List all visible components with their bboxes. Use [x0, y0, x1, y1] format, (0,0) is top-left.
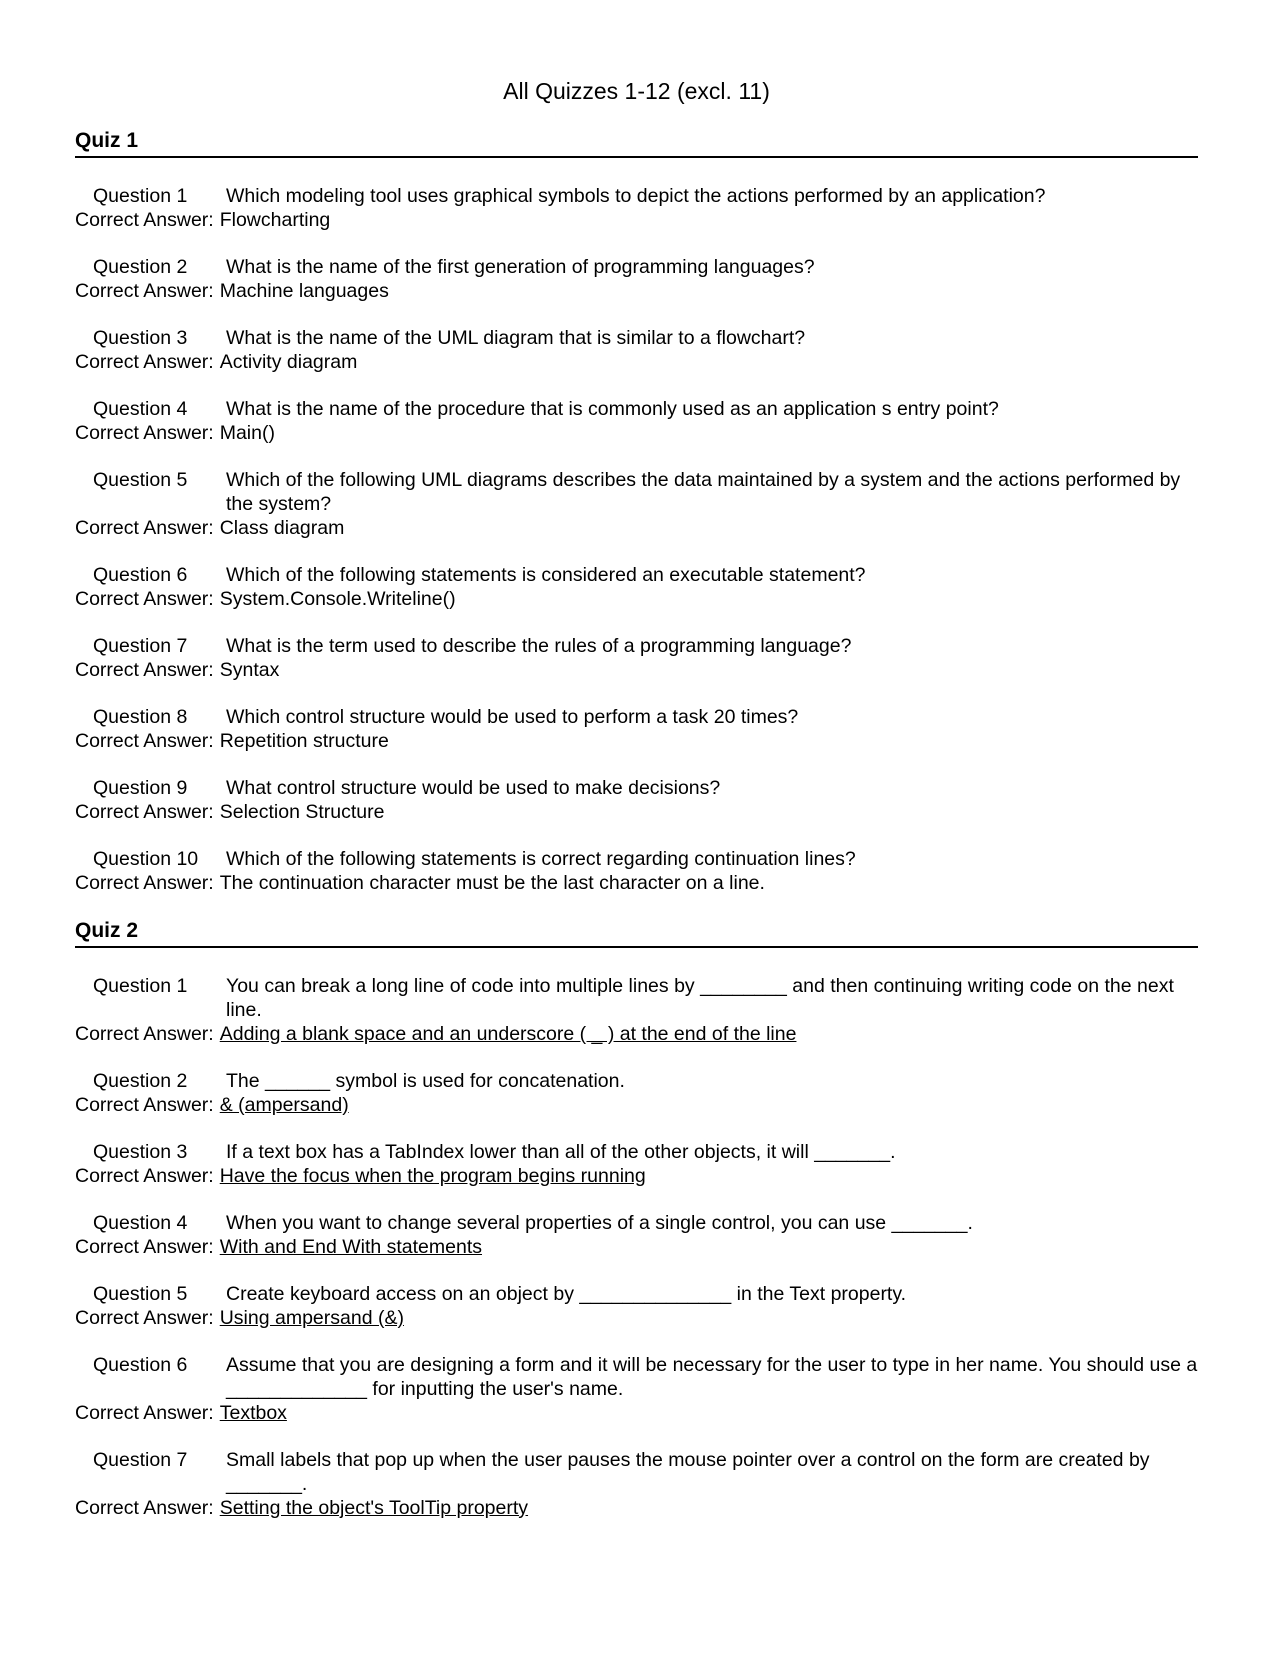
question-label: Question 2 [93, 1070, 188, 1092]
question-block [75, 1353, 1198, 1425]
question-label: Question 1 [93, 975, 188, 997]
question-text: Small labels that pop up when the user pauses the mouse pointer over a control on the form are created by _______. [226, 1449, 1150, 1495]
question-text: When you want to change several properties of a single control, you can use _______. [226, 1212, 973, 1234]
question-text: Which modeling tool uses graphical symbols to depict the actions performed by an application? [226, 185, 1046, 207]
answer-label: Correct Answer: [75, 517, 214, 539]
question-text: You can break a long line of code into multiple lines by ________ and then continuing writing code on the next line. [226, 975, 1174, 1021]
question-block [75, 184, 1198, 232]
question-label: Question 10 [93, 848, 199, 870]
answer-label: Correct Answer: [75, 280, 214, 302]
question-label: Question 9 [93, 777, 188, 799]
question-label: Question 5 [93, 469, 188, 491]
question-text: Which of the following statements is considered an executable statement? [226, 564, 866, 586]
quiz-heading: Quiz 1 [75, 128, 1198, 158]
question-block [75, 634, 1198, 682]
question-block [75, 776, 1198, 824]
answer-text: Flowcharting [219, 209, 331, 231]
answer-text: & (ampersand) [219, 1094, 349, 1116]
quiz-section-2 [75, 918, 1198, 1520]
question-label: Question 1 [93, 185, 188, 207]
answer-text: Have the focus when the program begins running [219, 1165, 646, 1187]
question-block [75, 974, 1198, 1046]
question-text: Which of the following UML diagrams describes the data maintained by a system and the actions performed by the system? [226, 469, 1181, 515]
answer-text: Textbox [219, 1402, 287, 1424]
answer-text: Repetition structure [219, 730, 389, 752]
answer-label: Correct Answer: [75, 659, 214, 681]
answer-label: Correct Answer: [75, 588, 214, 610]
question-text: Assume that you are designing a form and it will be necessary for the user to type in her name. You should use a _____________ for inputting the user's name. [226, 1354, 1198, 1400]
question-label: Question 2 [93, 256, 188, 278]
question-block [75, 1282, 1198, 1330]
question-label: Question 3 [93, 327, 188, 349]
question-text: What is the name of the first generation of programming languages? [226, 256, 815, 278]
question-label: Question 4 [93, 1212, 188, 1234]
question-block [75, 1069, 1198, 1117]
question-text: The ______ symbol is used for concatenation. [226, 1070, 625, 1092]
question-label: Question 7 [93, 1449, 188, 1471]
answer-text: Main() [219, 422, 275, 444]
answer-label: Correct Answer: [75, 730, 214, 752]
answer-text: Syntax [219, 659, 280, 681]
answer-label: Correct Answer: [75, 872, 214, 894]
answer-text: Setting the object's ToolTip property [219, 1497, 529, 1519]
answer-text: Class diagram [219, 517, 345, 539]
answer-label: Correct Answer: [75, 1094, 214, 1116]
question-text: What is the term used to describe the rules of a programming language? [226, 635, 852, 657]
answer-text: Selection Structure [219, 801, 385, 823]
answer-text: Using ampersand (&) [219, 1307, 404, 1329]
answer-label: Correct Answer: [75, 801, 214, 823]
question-block [75, 397, 1198, 445]
question-block [75, 847, 1198, 895]
question-text: What is the name of the procedure that is commonly used as an application s entry point? [226, 398, 999, 420]
answer-text: Machine languages [219, 280, 389, 302]
answer-label: Correct Answer: [75, 351, 214, 373]
question-label: Question 6 [93, 564, 188, 586]
answer-text: The continuation character must be the last character on a line. [219, 872, 765, 894]
answer-text: With and End With statements [219, 1236, 482, 1258]
question-block [75, 255, 1198, 303]
question-text: What control structure would be used to make decisions? [226, 777, 721, 799]
question-text: Which of the following statements is correct regarding continuation lines? [226, 848, 856, 870]
question-block [75, 468, 1198, 540]
question-text: If a text box has a TabIndex lower than all of the other objects, it will _______. [226, 1141, 896, 1163]
answer-label: Correct Answer: [75, 1165, 214, 1187]
answer-label: Correct Answer: [75, 1307, 214, 1329]
answer-label: Correct Answer: [75, 1236, 214, 1258]
question-block [75, 705, 1198, 753]
answer-text: Activity diagram [219, 351, 358, 373]
answer-label: Correct Answer: [75, 1497, 214, 1519]
question-block [75, 563, 1198, 611]
question-label: Question 6 [93, 1354, 188, 1376]
answer-text: System.Console.Writeline() [219, 588, 456, 610]
question-block [75, 1448, 1198, 1520]
quiz-heading: Quiz 2 [75, 918, 1198, 948]
question-label: Question 3 [93, 1141, 188, 1163]
answer-label: Correct Answer: [75, 1402, 214, 1424]
question-block [75, 1140, 1198, 1188]
question-block [75, 1211, 1198, 1259]
question-label: Question 5 [93, 1283, 188, 1305]
question-text: Create keyboard access on an object by ______________ in the Text property. [226, 1283, 907, 1305]
answer-label: Correct Answer: [75, 1023, 214, 1045]
question-block [75, 326, 1198, 374]
question-text: Which control structure would be used to perform a task 20 times? [226, 706, 799, 728]
answer-text: Adding a blank space and an underscore ( _ ) at the end of the line [219, 1023, 797, 1045]
question-label: Question 7 [93, 635, 188, 657]
answer-label: Correct Answer: [75, 209, 214, 231]
question-label: Question 4 [93, 398, 188, 420]
document-title: All Quizzes 1-12 (excl. 11) [503, 78, 770, 104]
quiz-section-1 [75, 128, 1198, 895]
answer-label: Correct Answer: [75, 422, 214, 444]
question-text: What is the name of the UML diagram that is similar to a flowchart? [226, 327, 806, 349]
question-label: Question 8 [93, 706, 188, 728]
